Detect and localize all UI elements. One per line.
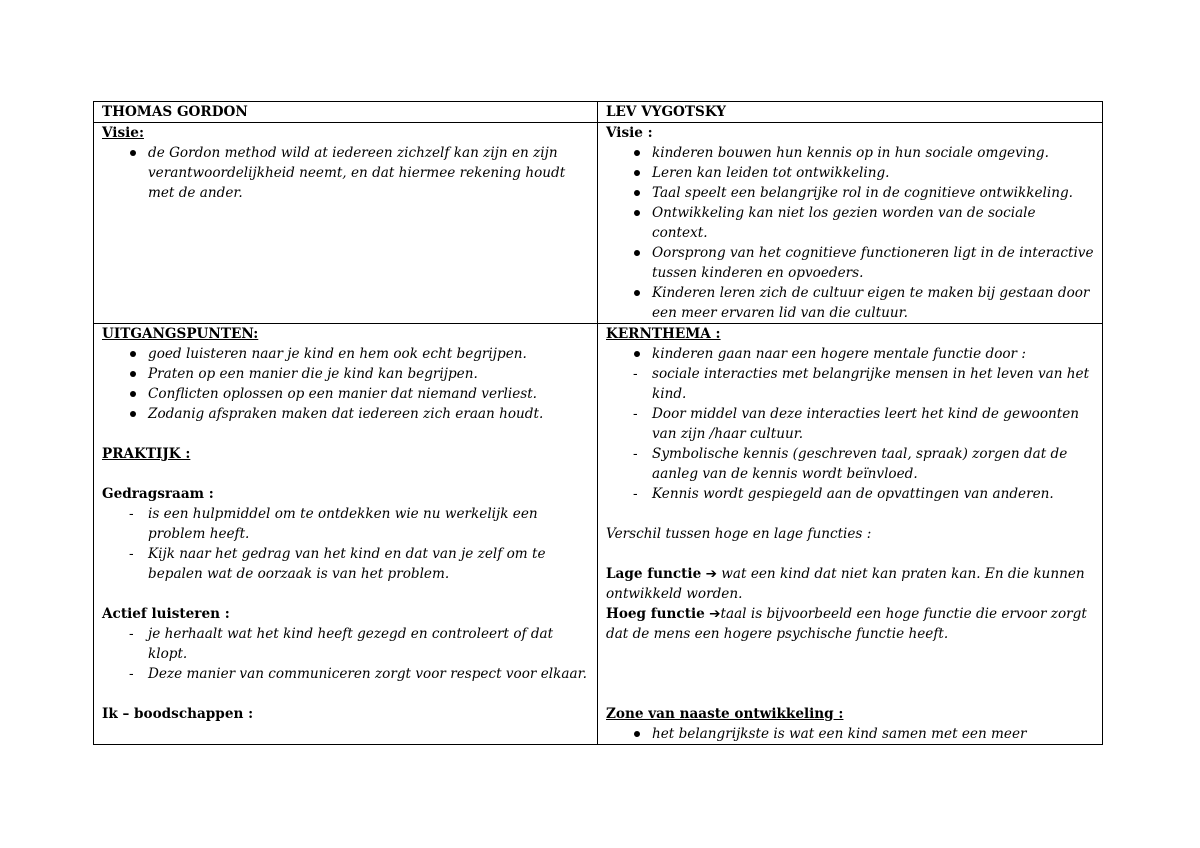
list-item: - is een hulpmiddel om te ontdekken wie nu werkelijk een problem heeft. [102,504,589,544]
lage-functie-label: Lage functie [606,566,702,582]
main-row [94,324,1103,745]
hoeg-functie-paragraph [606,604,1094,644]
list-item: Leren kan leiden tot ontwikkeling. [606,163,1094,183]
gedragsraam-title: Gedragsraam : [102,486,214,502]
lage-functie-text: wat een kind dat niet kan praten kan. En die kunnen ontwikkeld worden. [606,566,1085,602]
arrow-right-icon: ➔ [705,566,717,582]
header-gordon: THOMAS GORDON [102,104,248,120]
comparison-table [93,101,1103,745]
vygotsky-main-cell [598,324,1103,745]
list-item: - Kennis wordt gespiegeld aan de opvattingen van anderen. [606,484,1094,504]
list-item: - Door middel van deze interacties leert het kind de gewoonten van zijn /haar cultuur. [606,404,1094,444]
list-item: Zodanig afspraken maken dat iedereen zich eraan houdt. [102,404,589,424]
header-cell-vygotsky [598,102,1103,123]
list-item: kinderen gaan naar een hogere mentale functie door : [606,344,1094,364]
list-item: Kinderen leren zich de cultuur eigen te maken bij gestaan door een meer ervaren lid van die cultuur. [606,283,1094,323]
vygotsky-visie-title: Visie : [606,125,653,141]
uitgangspunten-list [102,344,589,424]
list-item: - Symbolische kennis (geschreven taal, spraak) zorgen dat de aanleg van de kennis wordt beïnvloed. [606,444,1094,484]
vygotsky-visie-cell [598,123,1103,324]
zone-list [606,724,1094,744]
vygotsky-visie-list [606,143,1094,323]
list-item: kinderen bouwen hun kennis op in hun sociale omgeving. [606,143,1094,163]
kernthema-title: KERNTHEMA : [606,326,721,342]
kernthema-dash-list [606,364,1094,504]
actief-luisteren-list [102,624,589,684]
list-item: Ontwikkeling kan niet los gezien worden van de sociale context. [606,203,1094,243]
gedragsraam-list [102,504,589,584]
list-item: het belangrijkste is wat een kind samen met een meer [606,724,1094,744]
zone-title: Zone van naaste ontwikkeling : [606,706,844,722]
gordon-visie-title: Visie: [102,125,144,141]
actief-luisteren-title: Actief luisteren : [102,606,230,622]
list-item: - sociale interacties met belangrijke mensen in het leven van het kind. [606,364,1094,404]
hoeg-functie-label: Hoeg functie [606,606,705,622]
gordon-visie-cell [94,123,598,324]
list-item: Conflicten oplossen op een manier dat niemand verliest. [102,384,589,404]
header-cell-gordon [94,102,598,123]
hoeg-functie-text: taal is bijvoorbeeld een hoge functie die ervoor zorgt dat de mens een hogere psychische functie heeft. [606,606,1087,642]
arrow-right-icon: ➔ [709,606,721,622]
gordon-main-cell [94,324,598,745]
praktijk-title: PRAKTIJK : [102,446,191,462]
header-vygotsky: LEV VYGOTSKY [606,104,726,120]
list-item: - Kijk naar het gedrag van het kind en dat van je zelf om te bepalen wat de oorzaak is van het problem. [102,544,589,584]
verschil-text: Verschil tussen hoge en lage functies : [606,526,872,542]
visie-row [94,123,1103,324]
list-item: de Gordon method wild at iedereen zichzelf kan zijn en zijn verantwoordelijkheid neemt, en dat hiermee rekening houdt met de ander. [102,143,589,203]
ik-boodschappen-title: Ik – boodschappen : [102,706,254,722]
gordon-visie-list [102,143,589,203]
header-row [94,102,1103,123]
list-item: Praten op een manier die je kind kan begrijpen. [102,364,589,384]
kernthema-bullet-list [606,344,1094,364]
list-item: - Deze manier van communiceren zorgt voor respect voor elkaar. [102,664,589,684]
uitgangspunten-title: UITGANGSPUNTEN: [102,326,259,342]
list-item: goed luisteren naar je kind en hem ook echt begrijpen. [102,344,589,364]
lage-functie-paragraph [606,564,1094,604]
list-item: - je herhaalt wat het kind heeft gezegd en controleert of dat klopt. [102,624,589,664]
list-item: Taal speelt een belangrijke rol in de cognitieve ontwikkeling. [606,183,1094,203]
list-item: Oorsprong van het cognitieve functioneren ligt in de interactive tussen kinderen en opvoeders. [606,243,1094,283]
